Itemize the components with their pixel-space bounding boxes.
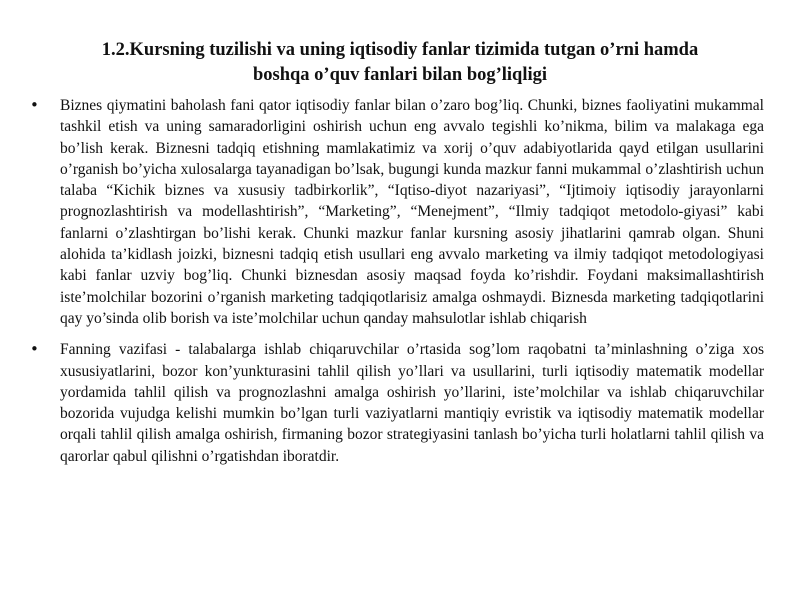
bullet-paragraph-1: Biznes qiymatini baholash fani qator iqtisodiy fanlar bilan o’zaro bog’liq. Chunki, biznes faoliyatini mukammal tashkil etish va uning samaradorligini oshirish uchun eng avvalo tegishli ko’nikma, bilim va malakaga ega bo’lish kerak. Biznesni tadqiq etishning mamlakatimiz va xorij o’quv adabiyotlarida qayd etilgan usullarini o’rganish bo’yicha xulosalarga tayanadigan bo’lsak, bugungi kunda mazkur fanni mukammal o’zlashtirish uchun talaba “Kichik biznes va xususiy tadbirkorlik”, “Iqtiso-diyot nazariyasi”, “Ijtimoiy iqtisodiy jarayonlarni prognozlashtirish va modellashtirish”, “Marketing”, “Menejment”, “Ilmiy tadqiqot metodolo-giyasi” kabi fanlarni o’zlashtirgan bo’lishi kerak. Chunki mazkur fanlar kursning asosiy jihatlarini qamrab olgan. Shuni alohida ta’kidlash joizki, biznesni tadqiq etish usullari eng avvalo marketing va ilmiy tadqiqot metodologiyasi kabi fanlar uzviy bog’liq. Chunki biznesdan asosiy maqsad foyda ko’rishdir. Foydani maksimallashtirish iste’molchilar bozorini o’rganish marketing tadqiqotlarisiz amalga oshmaydi. Biznesda marketing tadqiqotlarini qay yo’sinda olib borish va iste’molchilar uchun qanday mahsulotlar ishlab chiqarish [60,97,764,327]
title-line-1: 1.2.Kursning tuzilishi va uning iqtisodiy fanlar tizimida tutgan o’rni hamda [101,40,699,60]
bullet-list [30,95,764,477]
bullet-item [30,95,764,329]
bullet-item [30,339,764,467]
bullet-marker: • [30,340,39,359]
bullet-paragraph-2: Fanning vazifasi - talabalarga ishlab chiqaruvchilar o’rtasida sog’lom raqobatni ta’minlashning o’ziga xos xususiyatlarini, bozor kon’yunkturasini tahlil qilish yo’llari va usullarini, turli iqtisodiy matematik modellar yordamida tahlil qilish va prognozlashni amalga oshirish yo’llarini, iste’molchilar va ishlab chiqaruvchilar bozorida vujudga kelishi mumkin bo’lgan turli vaziyatlarni mantiqiy evristik va iqtisodiy matematik modellar orqali tahlil qilish amalga oshirish, firmaning bozor strategiyasini tanlash bo’yicha turli holatlarni tahlil qilish va qarorlar qabul qilishni o’rgatishdan iboratdir. [60,341,764,465]
page-title [60,38,740,88]
bullet-marker: • [30,96,39,114]
title-line-2: boshqa o’quv fanlari bilan bog’liqligi [252,65,548,85]
